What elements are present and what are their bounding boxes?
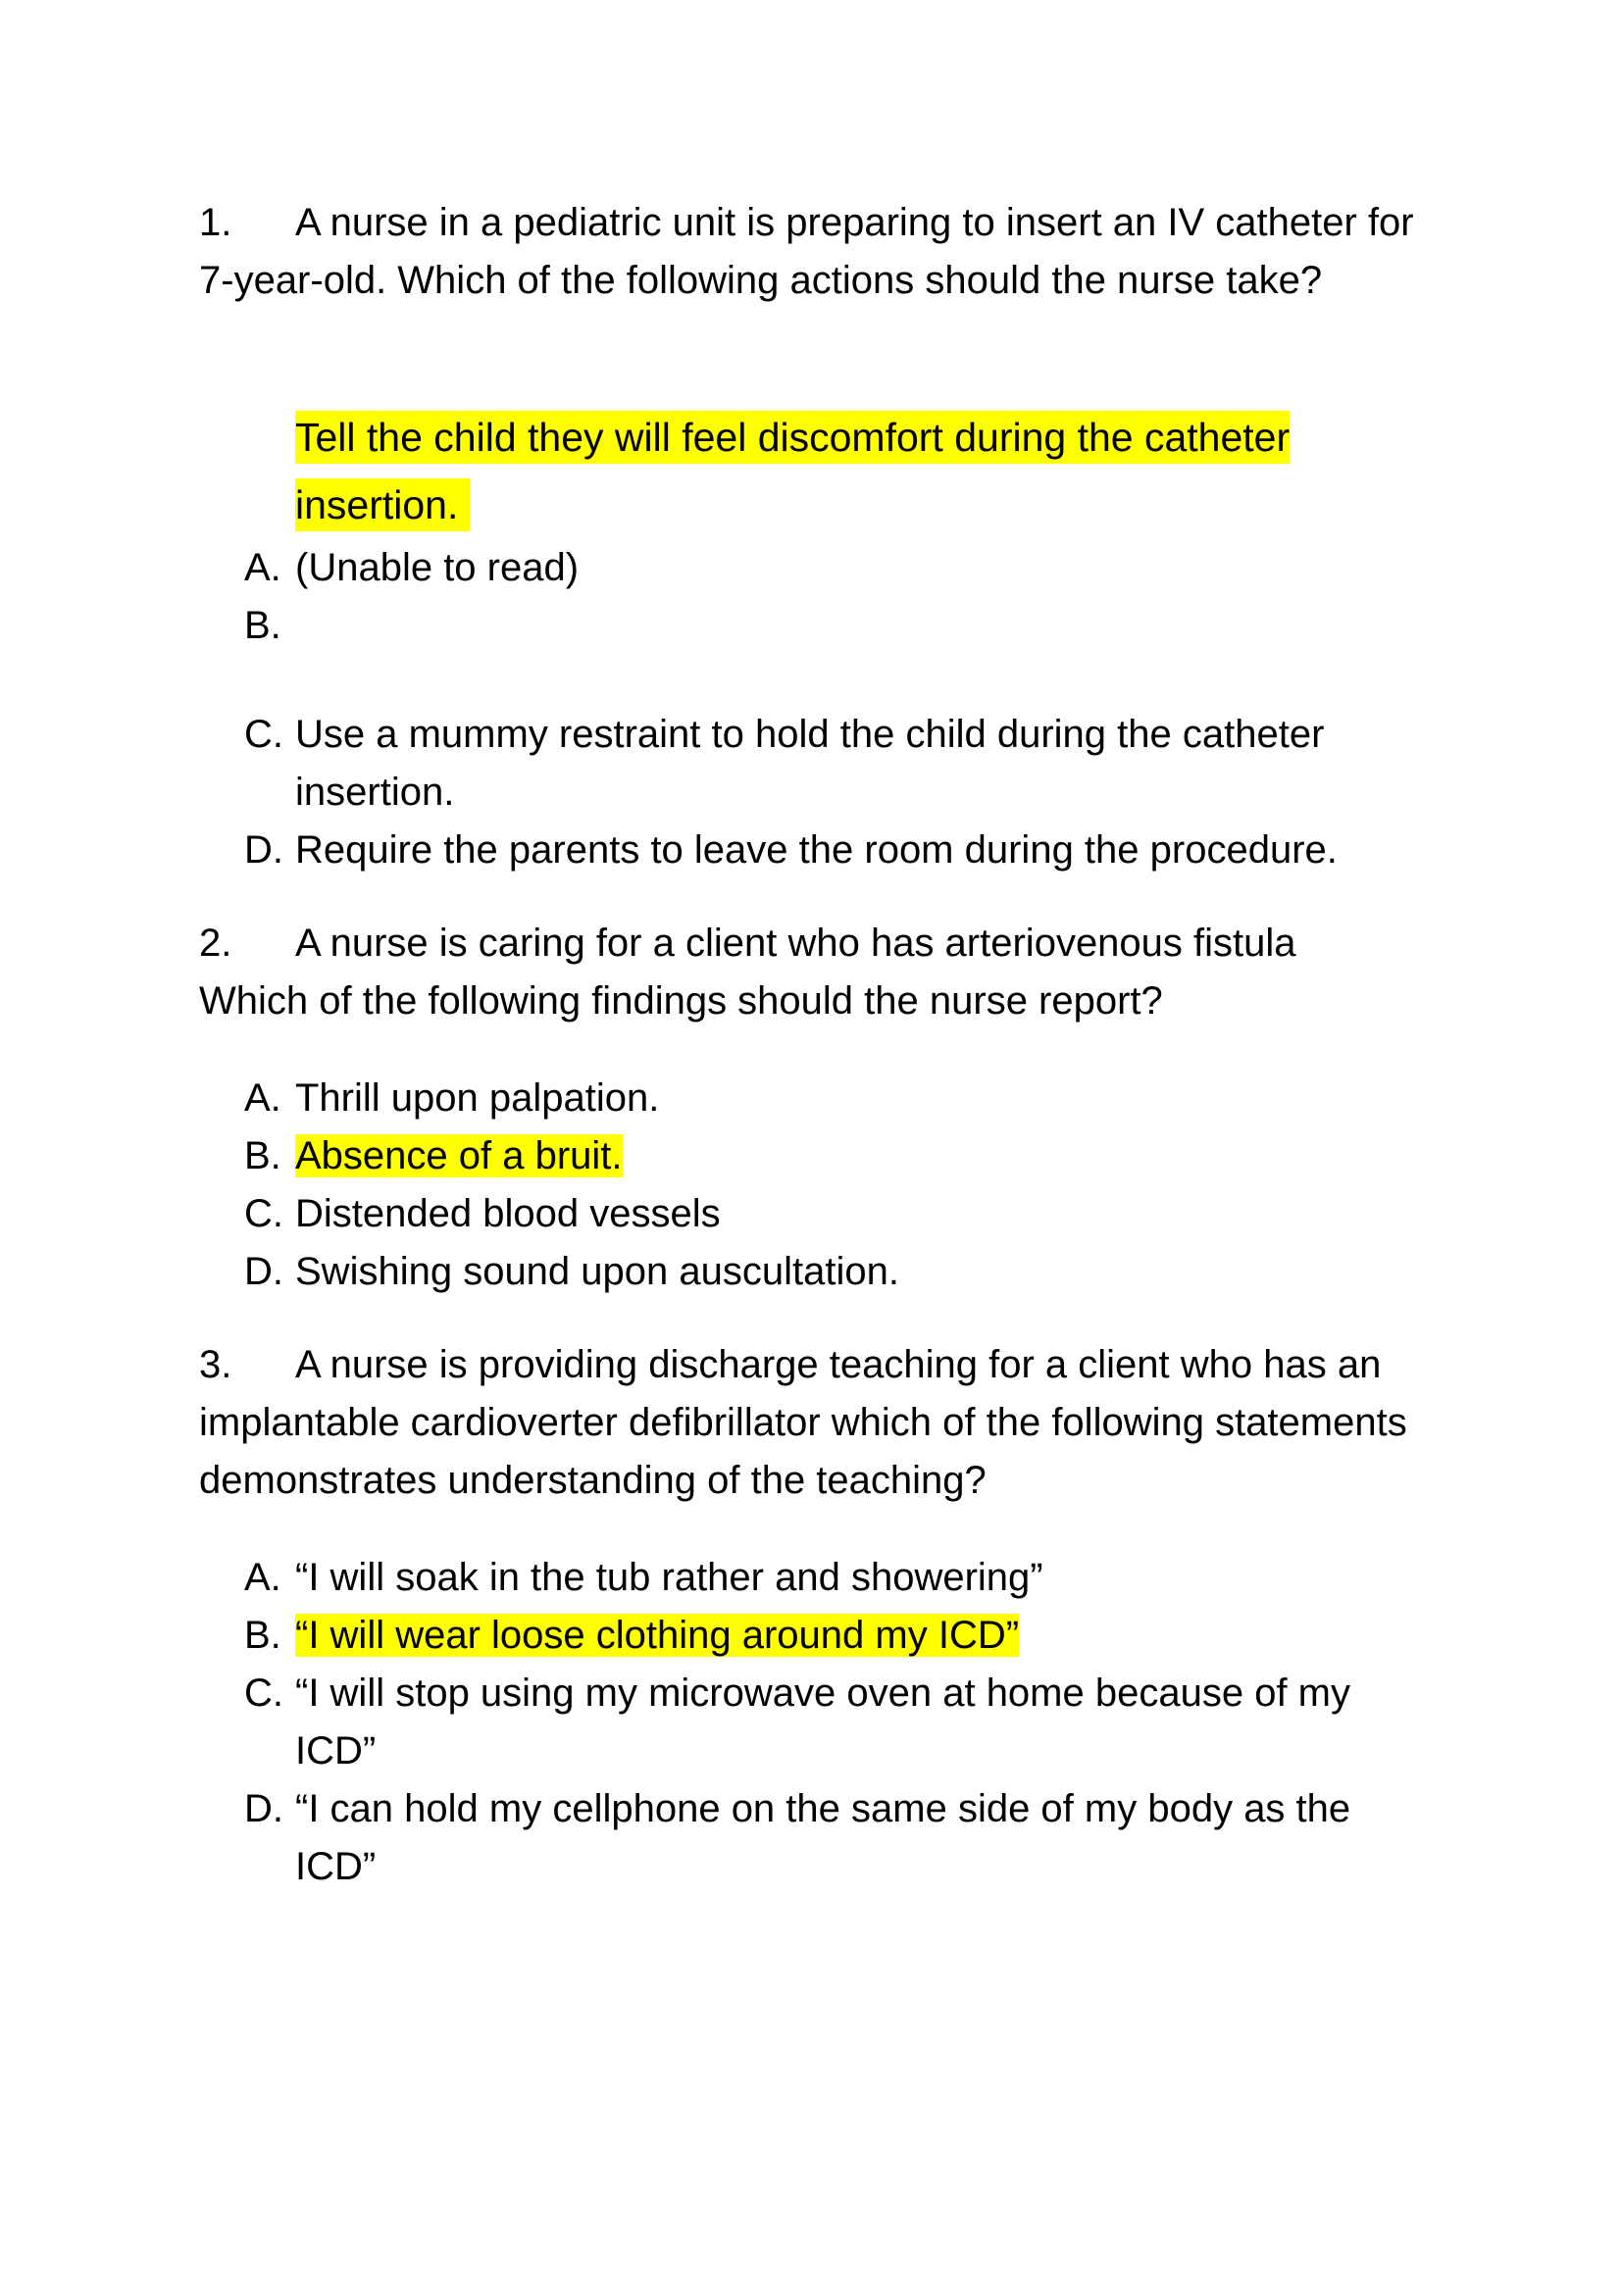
- question-3-options: [199, 1549, 1415, 1896]
- question-1-option-d: [199, 822, 1415, 879]
- question-2-option-a: [199, 1070, 1415, 1127]
- question-3-option-b: [199, 1607, 1415, 1665]
- question-1-stem: [199, 194, 1415, 310]
- option-letter: D.: [244, 1787, 283, 1830]
- option-letter: C.: [244, 713, 283, 756]
- question-2-option-c: [199, 1185, 1415, 1243]
- question-2-options: [199, 1070, 1415, 1301]
- option-text: (Unable to read): [295, 546, 580, 589]
- question-1-option-c: [199, 706, 1415, 822]
- document-page: [199, 194, 1415, 1896]
- question-2-option-d: [199, 1243, 1415, 1301]
- question-2-number: 2.: [199, 922, 232, 965]
- option-letter: B.: [244, 1614, 281, 1657]
- highlighted-answer-text: Tell the child they will feel discomfort during the catheter insertion.: [295, 411, 1290, 531]
- question-1-options-continued: [199, 706, 1415, 879]
- question-3-option-c: [199, 1665, 1415, 1780]
- option-letter: A.: [244, 1556, 281, 1599]
- option-text: Thrill upon palpation.: [295, 1076, 660, 1120]
- question-3-option-d: [199, 1780, 1415, 1896]
- question-3-stem: [199, 1336, 1415, 1510]
- option-letter: B.: [244, 604, 281, 647]
- question-3-option-a: [199, 1549, 1415, 1607]
- option-text: Distended blood vessels: [295, 1192, 721, 1235]
- question-1-text: A nurse in a pediatric unit is preparing to insert an IV catheter for 7-year-old. Which of the following actions should the nurse take?: [199, 201, 1414, 302]
- question-1-options: [199, 539, 1415, 655]
- option-text: “I will stop using my microwave oven at home because of my ICD”: [295, 1672, 1350, 1772]
- option-text: “I will soak in the tub rather and showering”: [295, 1556, 1043, 1599]
- option-letter: B.: [244, 1134, 281, 1177]
- question-2-stem: [199, 915, 1415, 1030]
- option-text: Use a mummy restraint to hold the child during the catheter insertion.: [295, 713, 1325, 814]
- option-letter: D.: [244, 828, 283, 872]
- question-2-option-b: [199, 1127, 1415, 1185]
- question-3-number: 3.: [199, 1343, 232, 1386]
- question-1-number: 1.: [199, 201, 232, 244]
- option-letter: A.: [244, 1076, 281, 1120]
- option-text-highlighted: “I will wear loose clothing around my ICD”: [295, 1614, 1020, 1657]
- option-text: “I can hold my cellphone on the same side of my body as the ICD”: [295, 1787, 1351, 1888]
- question-2-text: A nurse is caring for a client who has arteriovenous fistula Which of the following findings should the nurse report?: [199, 922, 1296, 1023]
- option-text: Swishing sound upon auscultation.: [295, 1250, 899, 1293]
- question-1-highlighted-answer: [295, 404, 1415, 539]
- option-text: Require the parents to leave the room during the procedure.: [295, 828, 1338, 872]
- option-letter: C.: [244, 1192, 283, 1235]
- option-text-highlighted: Absence of a bruit.: [295, 1134, 623, 1177]
- question-1-option-b: [199, 597, 1415, 655]
- option-letter: A.: [244, 546, 281, 589]
- question-3-text: A nurse is providing discharge teaching for a client who has an implantable cardioverter defibrillator which of the following statements demonstrates understanding of the teaching?: [199, 1343, 1407, 1502]
- question-1-option-a: [199, 539, 1415, 597]
- option-letter: C.: [244, 1672, 283, 1715]
- option-letter: D.: [244, 1250, 283, 1293]
